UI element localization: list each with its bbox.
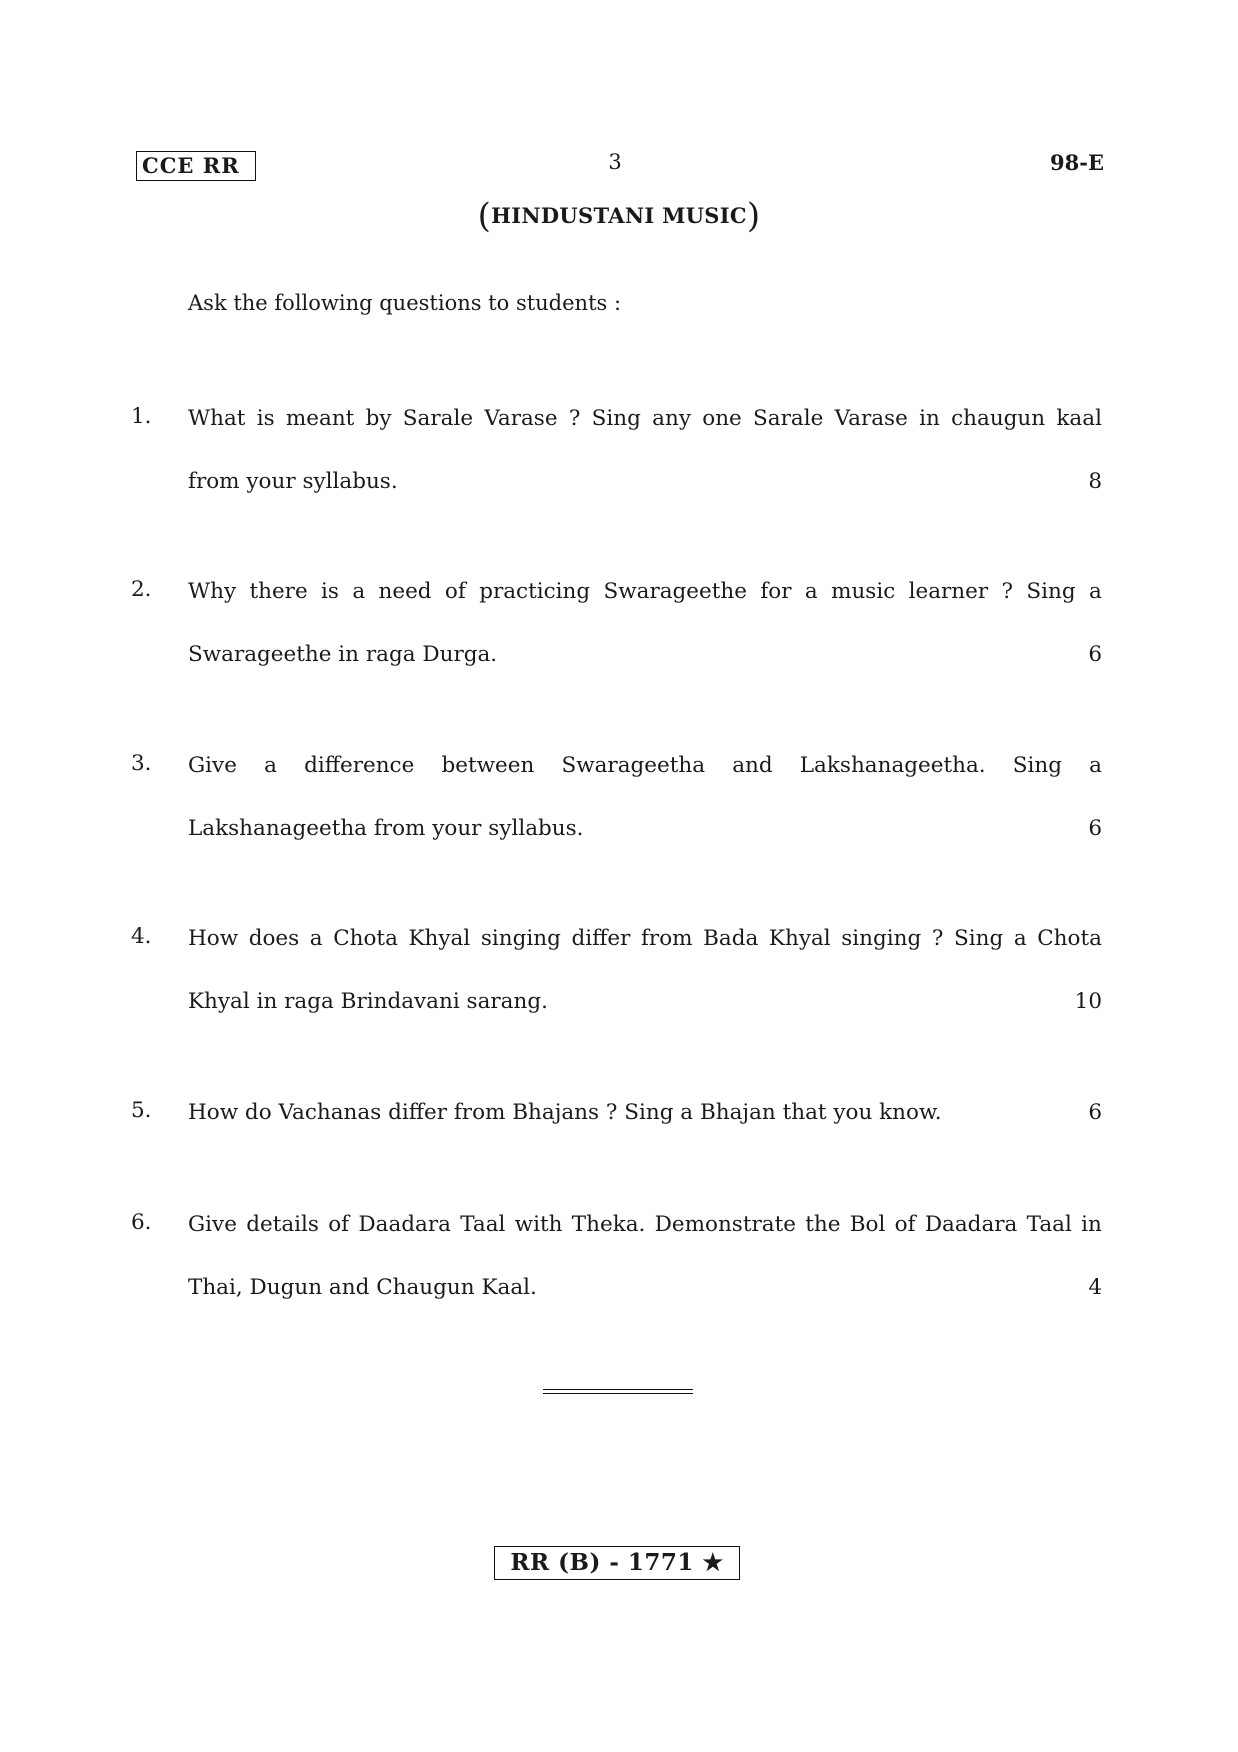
question-text: Thai, Dugun and Chaugun Kaal. bbox=[188, 1275, 537, 1300]
question-word: in bbox=[919, 406, 940, 431]
question-word: Chota bbox=[1037, 926, 1102, 951]
question-word: Swarageethe bbox=[603, 579, 747, 604]
question-word: Sarale bbox=[753, 406, 824, 431]
question-word: chaugun bbox=[951, 406, 1046, 431]
question-word: a bbox=[264, 753, 277, 778]
question-word: Give bbox=[188, 1212, 237, 1237]
question-word: is bbox=[256, 406, 275, 431]
question-word: Lakshanageetha. bbox=[799, 753, 986, 778]
question-word: Varase bbox=[834, 406, 908, 431]
question-word: in bbox=[1081, 1212, 1102, 1237]
question-word: Daadara bbox=[358, 1212, 451, 1237]
header-code-box: CCE RR bbox=[136, 151, 256, 181]
question-body bbox=[188, 751, 1102, 877]
question-line bbox=[188, 577, 1102, 640]
question-word: ? bbox=[1001, 579, 1014, 604]
question-word: does bbox=[248, 926, 300, 951]
question-word: one bbox=[702, 406, 742, 431]
question-line bbox=[188, 404, 1102, 467]
question-word: Theka. bbox=[571, 1212, 646, 1237]
question-line bbox=[188, 987, 1102, 1050]
question-word: the bbox=[805, 1212, 841, 1237]
question-word: kaal bbox=[1056, 406, 1102, 431]
question-number: 5. bbox=[131, 1098, 152, 1123]
question-word: Demonstrate bbox=[654, 1212, 796, 1237]
question-word: Give bbox=[188, 753, 237, 778]
question-word: is bbox=[321, 579, 339, 604]
question-word: Sing bbox=[591, 406, 641, 431]
question-word: need bbox=[378, 579, 432, 604]
question-body bbox=[188, 1098, 1102, 1161]
question-line bbox=[188, 1098, 1102, 1161]
page-number: 3 bbox=[608, 150, 622, 174]
question-line bbox=[188, 640, 1102, 703]
paper-code: 98-E bbox=[1050, 150, 1104, 175]
question-word: Sarale bbox=[402, 406, 474, 431]
question-word: Why bbox=[188, 579, 237, 604]
question-marks: 6 bbox=[1088, 816, 1102, 841]
question-number: 1. bbox=[131, 404, 152, 429]
question-word: music bbox=[831, 579, 896, 604]
question-word: What bbox=[188, 406, 246, 431]
question-word: of bbox=[894, 1212, 916, 1237]
question-line bbox=[188, 1273, 1102, 1336]
question-word: Daadara bbox=[924, 1212, 1018, 1237]
question-word: a bbox=[309, 926, 323, 951]
question-number: 6. bbox=[131, 1210, 152, 1235]
question-word: and bbox=[732, 753, 773, 778]
question-word: a bbox=[1088, 579, 1102, 604]
question-word: of bbox=[328, 1212, 350, 1237]
question-word: ? bbox=[931, 926, 944, 951]
question-body bbox=[188, 1210, 1102, 1336]
question-marks: 4 bbox=[1088, 1275, 1102, 1300]
question-word: Khyal bbox=[408, 926, 471, 951]
question-word: of bbox=[444, 579, 466, 604]
question-word: Khyal bbox=[768, 926, 831, 951]
question-word: a bbox=[352, 579, 366, 604]
question-word: singing bbox=[480, 926, 561, 951]
question-body bbox=[188, 404, 1102, 530]
question-word: from bbox=[640, 926, 693, 951]
question-marks: 8 bbox=[1088, 469, 1102, 494]
question-word: a bbox=[1013, 926, 1027, 951]
question-word: Bada bbox=[703, 926, 759, 951]
question-word: any bbox=[652, 406, 691, 431]
question-word: meant bbox=[285, 406, 355, 431]
question-number: 4. bbox=[131, 924, 152, 949]
question-word: Sing bbox=[1012, 753, 1062, 778]
question-body bbox=[188, 577, 1102, 703]
question-line bbox=[188, 924, 1102, 987]
question-word: practicing bbox=[479, 579, 591, 604]
question-word: there bbox=[249, 579, 308, 604]
question-marks: 10 bbox=[1074, 989, 1102, 1014]
question-word: Swarageetha bbox=[561, 753, 706, 778]
question-word: between bbox=[441, 753, 535, 778]
question-text: Lakshanageetha from your syllabus. bbox=[188, 816, 584, 841]
question-text: Khyal in raga Brindavani sarang. bbox=[188, 989, 548, 1014]
question-word: ? bbox=[568, 406, 581, 431]
question-word: learner bbox=[908, 579, 989, 604]
question-number: 2. bbox=[131, 577, 152, 602]
question-line bbox=[188, 467, 1102, 530]
question-line bbox=[188, 814, 1102, 877]
question-marks: 6 bbox=[1088, 1100, 1102, 1125]
question-line bbox=[188, 751, 1102, 814]
page-title: (HINDUSTANI MUSIC) bbox=[477, 196, 761, 236]
question-word: Sing bbox=[1026, 579, 1076, 604]
question-word: singing bbox=[841, 926, 922, 951]
question-word: Sing bbox=[954, 926, 1004, 951]
question-number: 3. bbox=[131, 751, 152, 776]
question-word: How bbox=[188, 926, 239, 951]
question-word: by bbox=[365, 406, 392, 431]
question-word: a bbox=[1089, 753, 1102, 778]
question-text: How do Vachanas differ from Bhajans ? Sing a Bhajan that you know. bbox=[188, 1100, 942, 1125]
question-word: with bbox=[514, 1212, 563, 1237]
question-text: from your syllabus. bbox=[188, 469, 398, 494]
question-word: differ bbox=[571, 926, 631, 951]
question-word: details bbox=[246, 1212, 319, 1237]
question-word: for bbox=[760, 579, 792, 604]
question-line bbox=[188, 1210, 1102, 1273]
question-word: a bbox=[804, 579, 818, 604]
question-marks: 6 bbox=[1088, 642, 1102, 667]
question-word: Chota bbox=[333, 926, 398, 951]
instruction-text: Ask the following questions to students : bbox=[188, 291, 622, 315]
question-text: Swarageethe in raga Durga. bbox=[188, 642, 498, 667]
question-word: Taal bbox=[460, 1212, 506, 1237]
question-word: difference bbox=[304, 753, 415, 778]
question-word: Taal bbox=[1026, 1212, 1072, 1237]
end-divider bbox=[543, 1389, 693, 1394]
footer-code-box: RR (B) - 1771 ★ bbox=[494, 1546, 740, 1580]
question-word: Bol bbox=[849, 1212, 886, 1237]
page-title-text: HINDUSTANI MUSIC bbox=[491, 203, 747, 228]
question-word: Varase bbox=[484, 406, 558, 431]
question-body bbox=[188, 924, 1102, 1050]
